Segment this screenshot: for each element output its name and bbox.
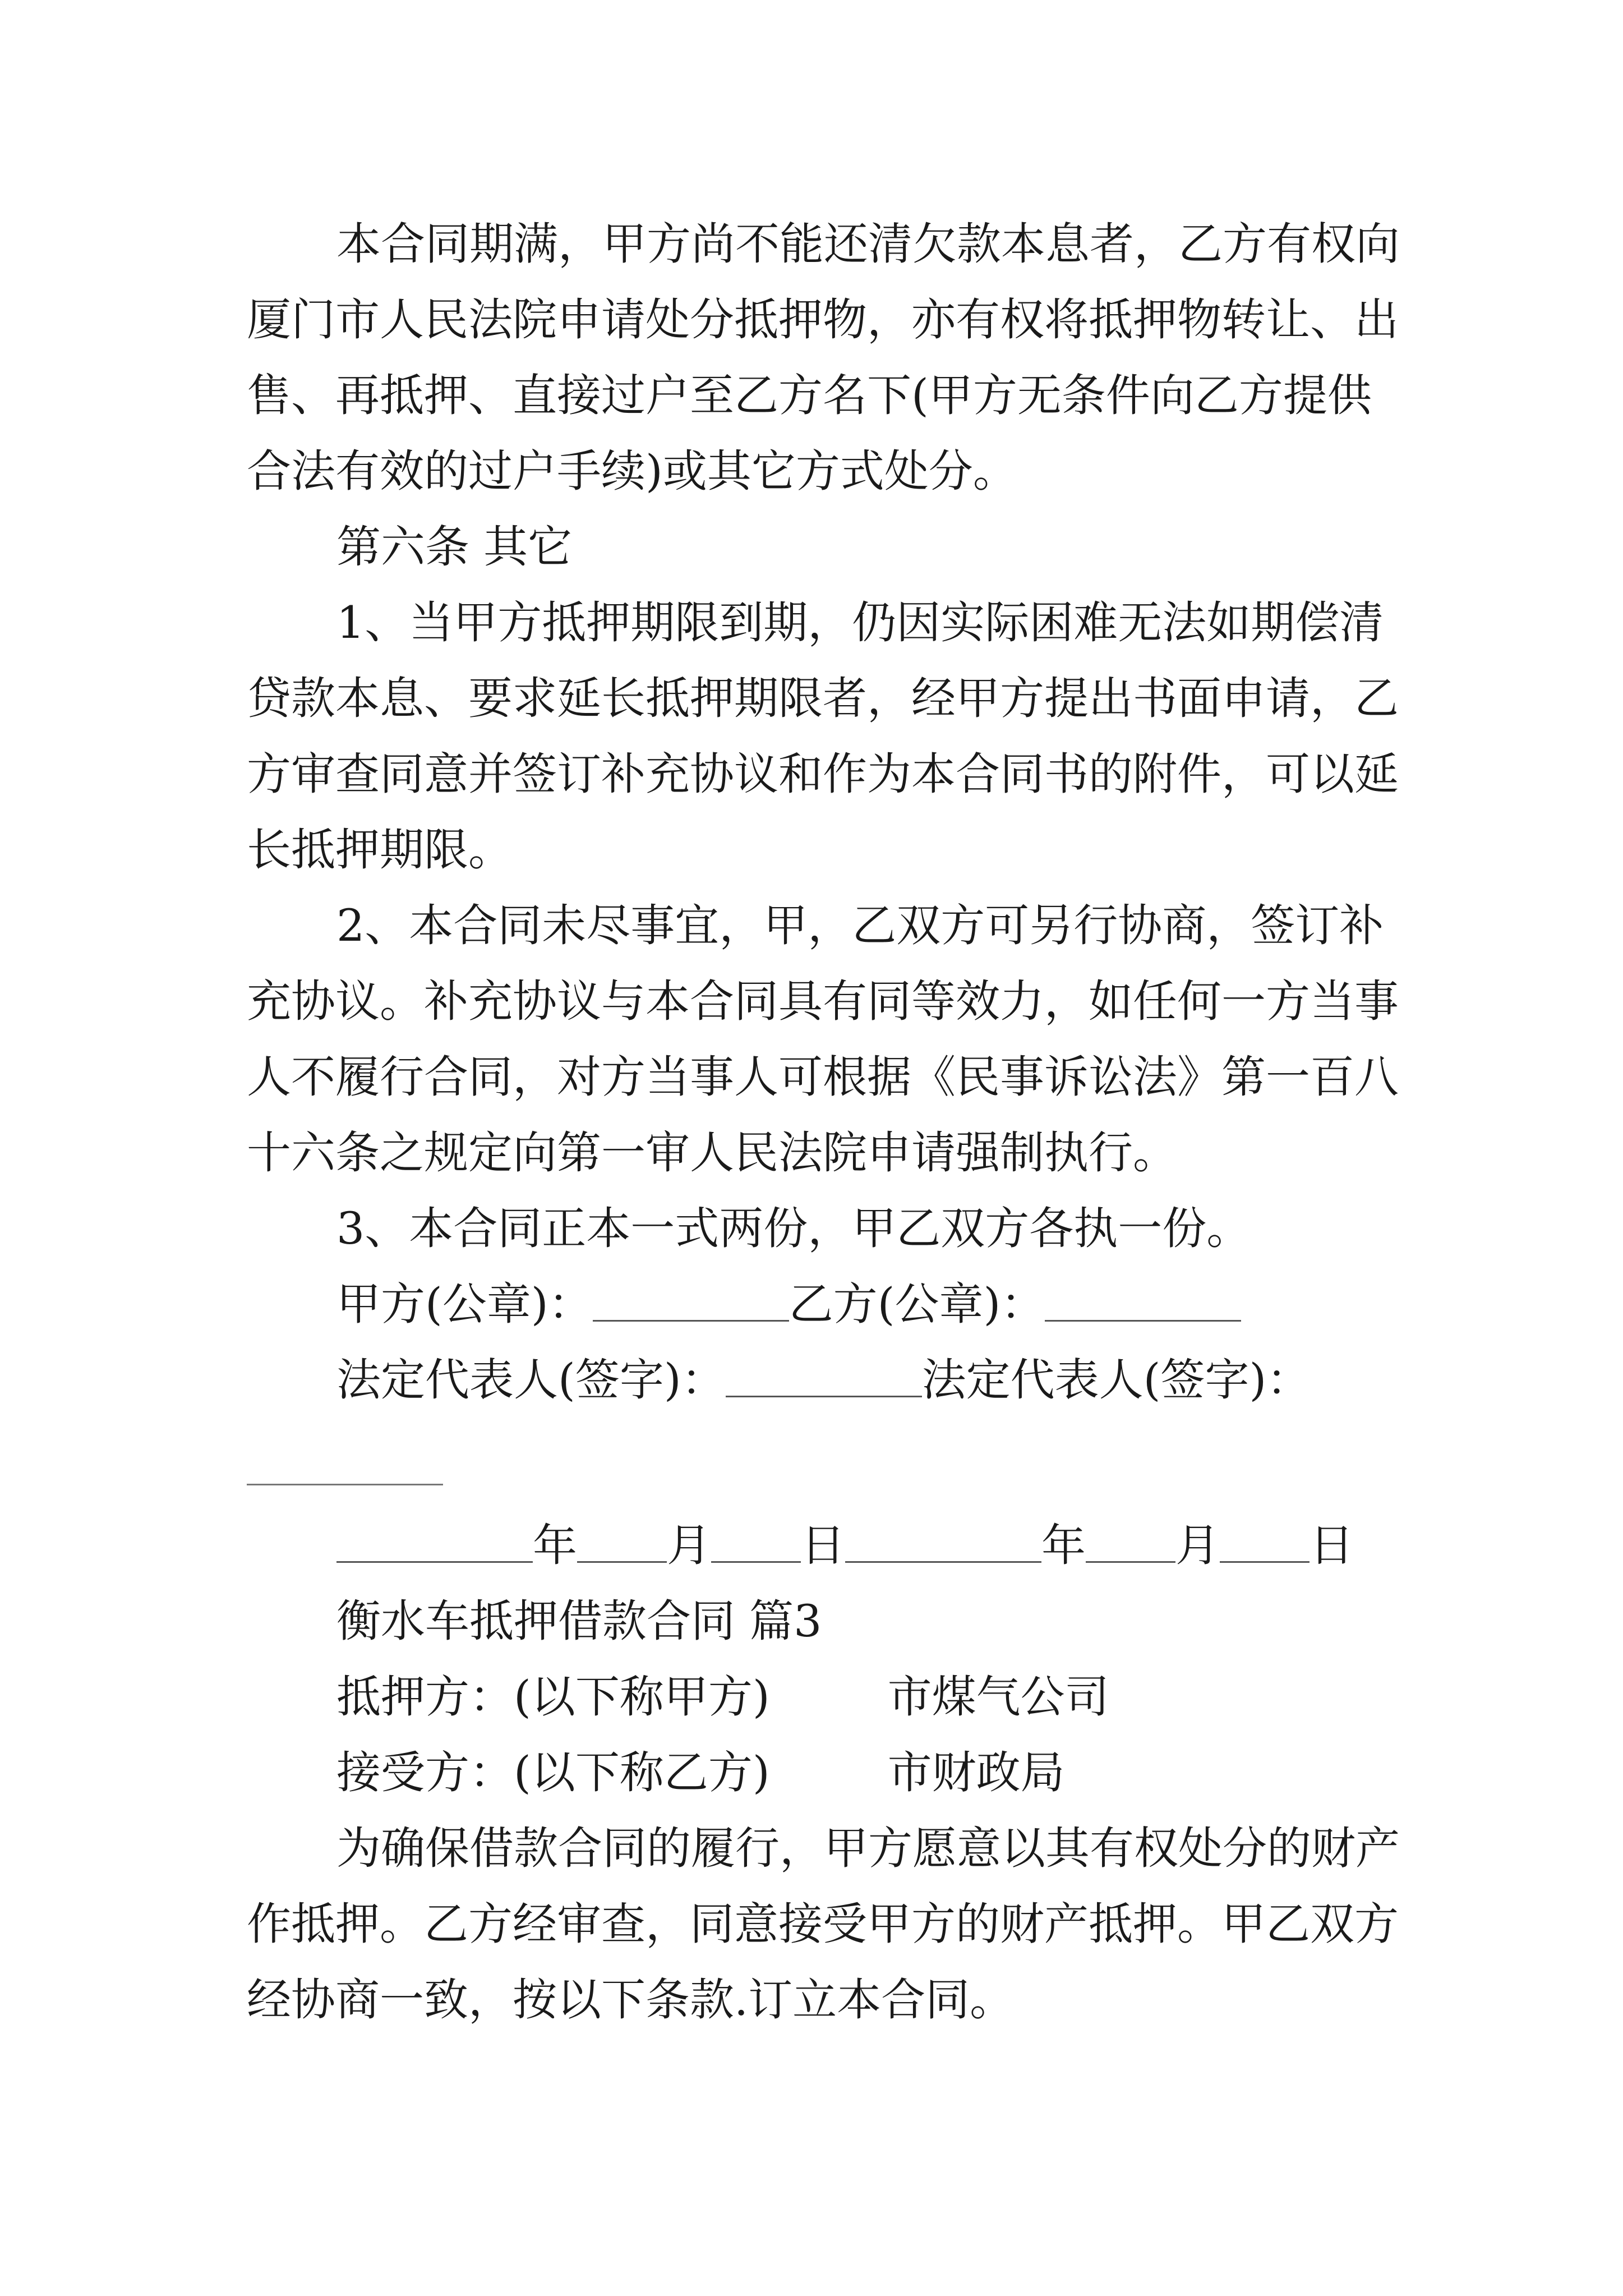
representative-line xyxy=(336,1352,1311,1408)
mortgagor-line xyxy=(336,1669,1109,1725)
text-line: 贷款本息、要求延长抵押期限者，经甲方提出书面申请，乙 xyxy=(247,673,1399,724)
day-a-label: 日 xyxy=(801,1520,845,1571)
text-line: 1、当甲方抵押期限到期，仍因实际困难无法如期偿清 xyxy=(336,597,1384,648)
text-line: 充协议。补充协议与本合同具有同等效力，如任何一方当事 xyxy=(247,976,1399,1027)
text-line: 2、本合同未尽事宜，甲，乙双方可另行协商，签订补 xyxy=(336,900,1384,951)
mortgagee-line xyxy=(336,1745,1065,1801)
rep-b-label: 法定代表人(签字)： xyxy=(921,1354,1311,1406)
text-line: 3、本合同正本一式两份，甲乙双方各执一份。 xyxy=(336,1203,1251,1254)
text-line: 为确保借款合同的履行，甲方愿意以其有权处分的财产 xyxy=(336,1823,1400,1874)
contract-title: 衡水车抵押借款合同 篇3 xyxy=(336,1595,822,1647)
section-heading: 第六条 其它 xyxy=(336,521,573,573)
mortgagee-name: 市财政局 xyxy=(887,1747,1065,1798)
text-line: 作抵押。乙方经审查，同意接受甲方的财产抵押。甲乙双方 xyxy=(247,1898,1399,1950)
month-a-blank xyxy=(577,1521,667,1563)
mortgagor-label: 抵押方：(以下称甲方) xyxy=(336,1671,770,1723)
party-seal-line xyxy=(336,1276,1241,1332)
party-a-seal-label: 甲方(公章)： xyxy=(336,1278,593,1330)
rep-b-blank xyxy=(247,1484,443,1485)
year-a-label: 年 xyxy=(533,1520,577,1571)
year-b-blank xyxy=(845,1521,1041,1563)
day-b-blank xyxy=(1220,1521,1310,1563)
month-b-blank xyxy=(1086,1521,1175,1563)
rep-a-blank xyxy=(726,1356,922,1397)
day-a-blank xyxy=(711,1521,801,1563)
month-b-label: 月 xyxy=(1175,1520,1220,1571)
text-line: 人不履行合同，对方当事人可根据《民事诉讼法》第一百八 xyxy=(247,1051,1399,1103)
text-line: 本合同期满，甲方尚不能还清欠款本息者，乙方有权向 xyxy=(336,218,1400,270)
rep-a-label: 法定代表人(签字)： xyxy=(336,1354,726,1406)
text-line: 长抵押期限。 xyxy=(247,824,513,876)
year-a-blank xyxy=(336,1521,533,1563)
party-b-seal-label: 乙方(公章)： xyxy=(789,1278,1045,1330)
text-line: 售、再抵押、直接过户至乙方名下(甲方无条件向乙方提供 xyxy=(247,370,1372,421)
month-a-label: 月 xyxy=(667,1520,711,1571)
party-b-seal-blank xyxy=(1045,1280,1241,1322)
text-line: 方审查同意并签订补充协议和作为本合同书的附件，可以延 xyxy=(247,748,1399,800)
text-line: 经协商一致，按以下条款.订立本合同。 xyxy=(247,1974,1015,2026)
mortgagor-name: 市煤气公司 xyxy=(887,1671,1109,1723)
text-line: 十六条之规定向第一审人民法院申请强制执行。 xyxy=(247,1127,1177,1179)
party-a-seal-blank xyxy=(593,1280,789,1322)
mortgagee-label: 接受方：(以下称乙方) xyxy=(336,1747,770,1798)
date-line xyxy=(336,1517,1354,1573)
day-b-label: 日 xyxy=(1310,1520,1354,1571)
year-b-label: 年 xyxy=(1041,1520,1086,1571)
text-line: 厦门市人民法院申请处分抵押物，亦有权将抵押物转让、出 xyxy=(247,294,1399,346)
text-line: 合法有效的过户手续)或其它方式处分。 xyxy=(247,445,1017,497)
